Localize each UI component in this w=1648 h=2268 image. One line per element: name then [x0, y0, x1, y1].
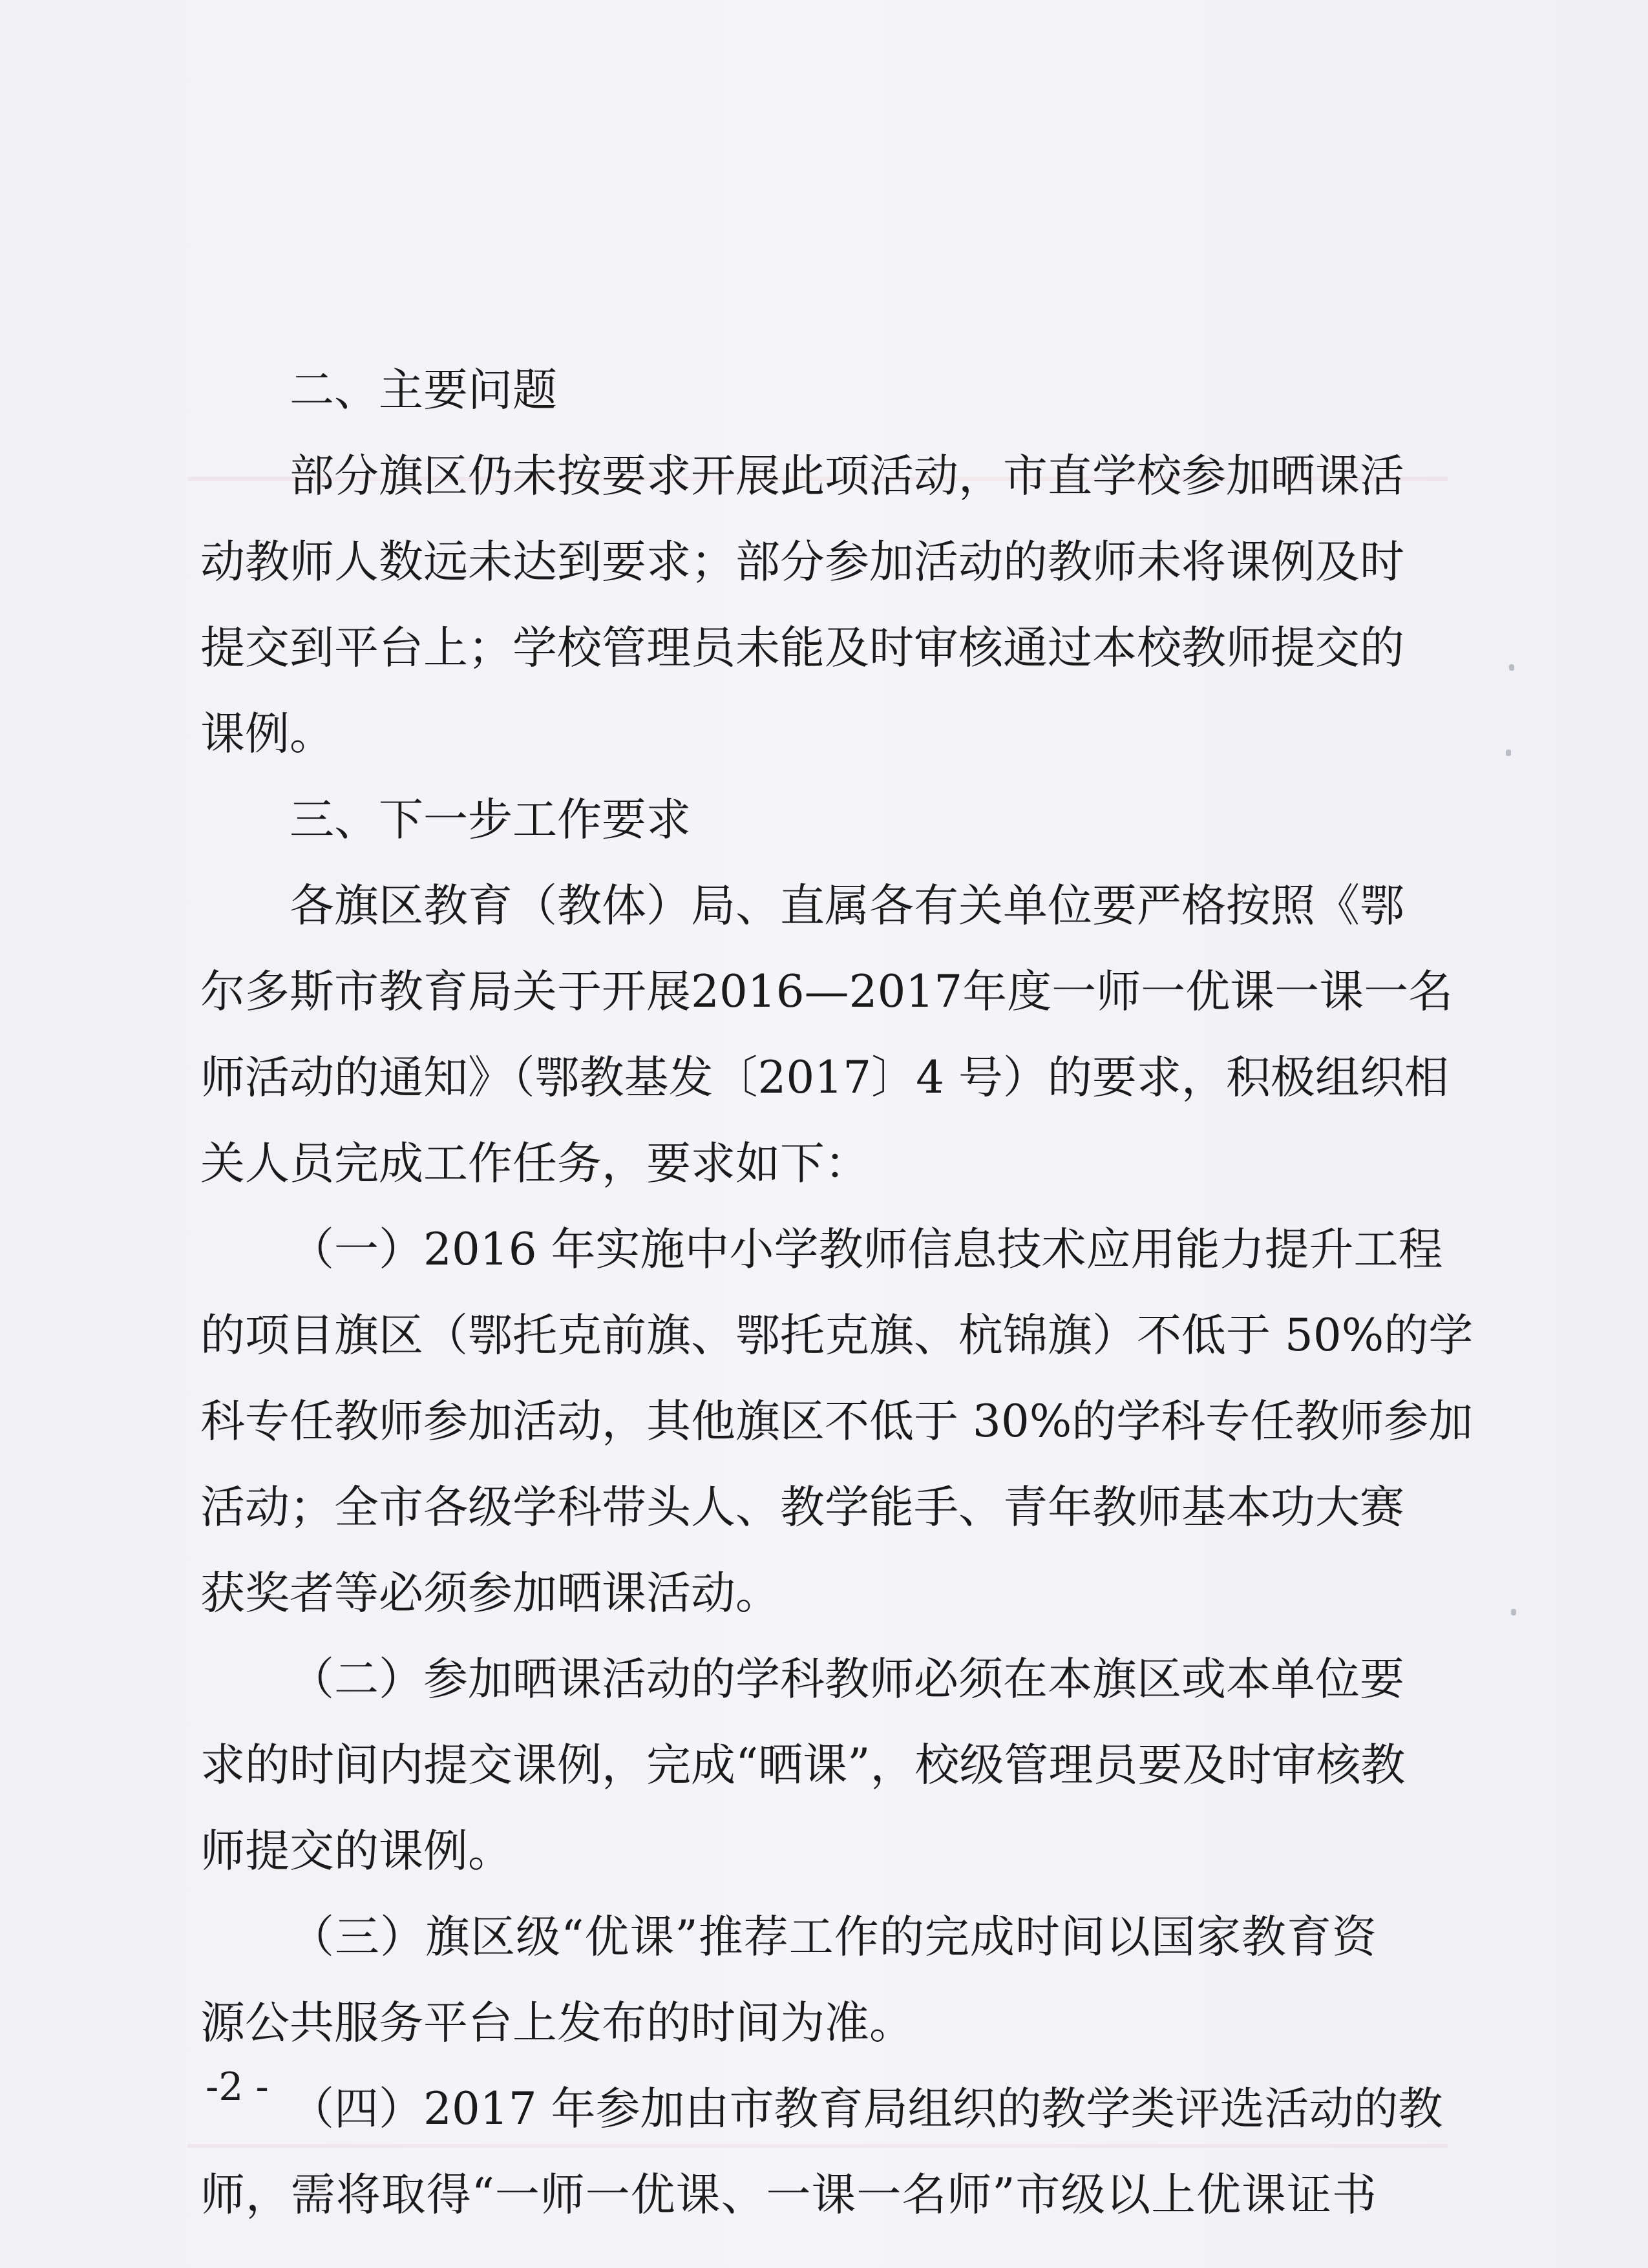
page-number: -2 - [206, 2064, 269, 2110]
list-item-1: （一）2016 年实施中小学教师信息技术应用能力提升工程 [290, 1224, 1443, 1276]
paragraph-line: 部分旗区仍未按要求开展此项活动，市直学校参加晒课活 [290, 450, 1404, 502]
paragraph-line: 获奖者等必须参加晒课活动。 [200, 1568, 780, 1619]
section-heading-main-problems: 二、主要问题 [290, 364, 557, 416]
paragraph-line: 关人员完成工作任务，要求如下： [200, 1138, 869, 1190]
paragraph-line: 师，需将取得“一师一优课、一课一名师”市级以上优课证书 [200, 2169, 1377, 2221]
paragraph-line: 提交到平台上；学校管理员未能及时审核通过本校教师提交的 [200, 622, 1404, 674]
section-heading-next-steps: 三、下一步工作要求 [290, 794, 691, 846]
paragraph-line: 师活动的通知》（鄂教基发〔2017〕4 号）的要求，积极组织相 [200, 1052, 1449, 1104]
paragraph-line: 课例。 [200, 708, 334, 760]
list-item-3: （三）旗区级“优课”推荐工作的完成时间以国家教育资 [290, 1911, 1377, 1963]
list-item-4: （四）2017 年参加由市教育局组织的教学类评选活动的教 [290, 2083, 1443, 2135]
scan-speck [1511, 1609, 1516, 1615]
scan-speck [1506, 750, 1511, 756]
paragraph-line: 动教师人数远未达到要求；部分参加活动的教师未将课例及时 [200, 536, 1404, 588]
paragraph-line: 尔多斯市教育局关于开展2016—2017年度一师一优课一课一名 [200, 966, 1453, 1018]
paragraph-line: 求的时间内提交课例，完成“晒课”，校级管理员要及时审核教 [200, 1739, 1406, 1791]
paragraph-line: 源公共服务平台上发布的时间为准。 [200, 1997, 914, 2049]
paragraph-line: 的项目旗区（鄂托克前旗、鄂托克旗、杭锦旗）不低于 50%的学 [200, 1310, 1474, 1361]
body-text [200, 348, 1474, 2238]
paragraph-line: 科专任教师参加活动，其他旗区不低于 30%的学科专任教师参加 [200, 1396, 1474, 1447]
scan-speck [1509, 664, 1514, 671]
list-item-2: （二）参加晒课活动的学科教师必须在本旗区或本单位要 [290, 1654, 1404, 1705]
paragraph-line: 活动；全市各级学科带头人、教学能手、青年教师基本功大赛 [200, 1482, 1404, 1533]
paragraph-line: 师提交的课例。 [200, 1825, 512, 1877]
paragraph-line: 各旗区教育（教体）局、直属各有关单位要严格按照《鄂 [290, 880, 1404, 932]
